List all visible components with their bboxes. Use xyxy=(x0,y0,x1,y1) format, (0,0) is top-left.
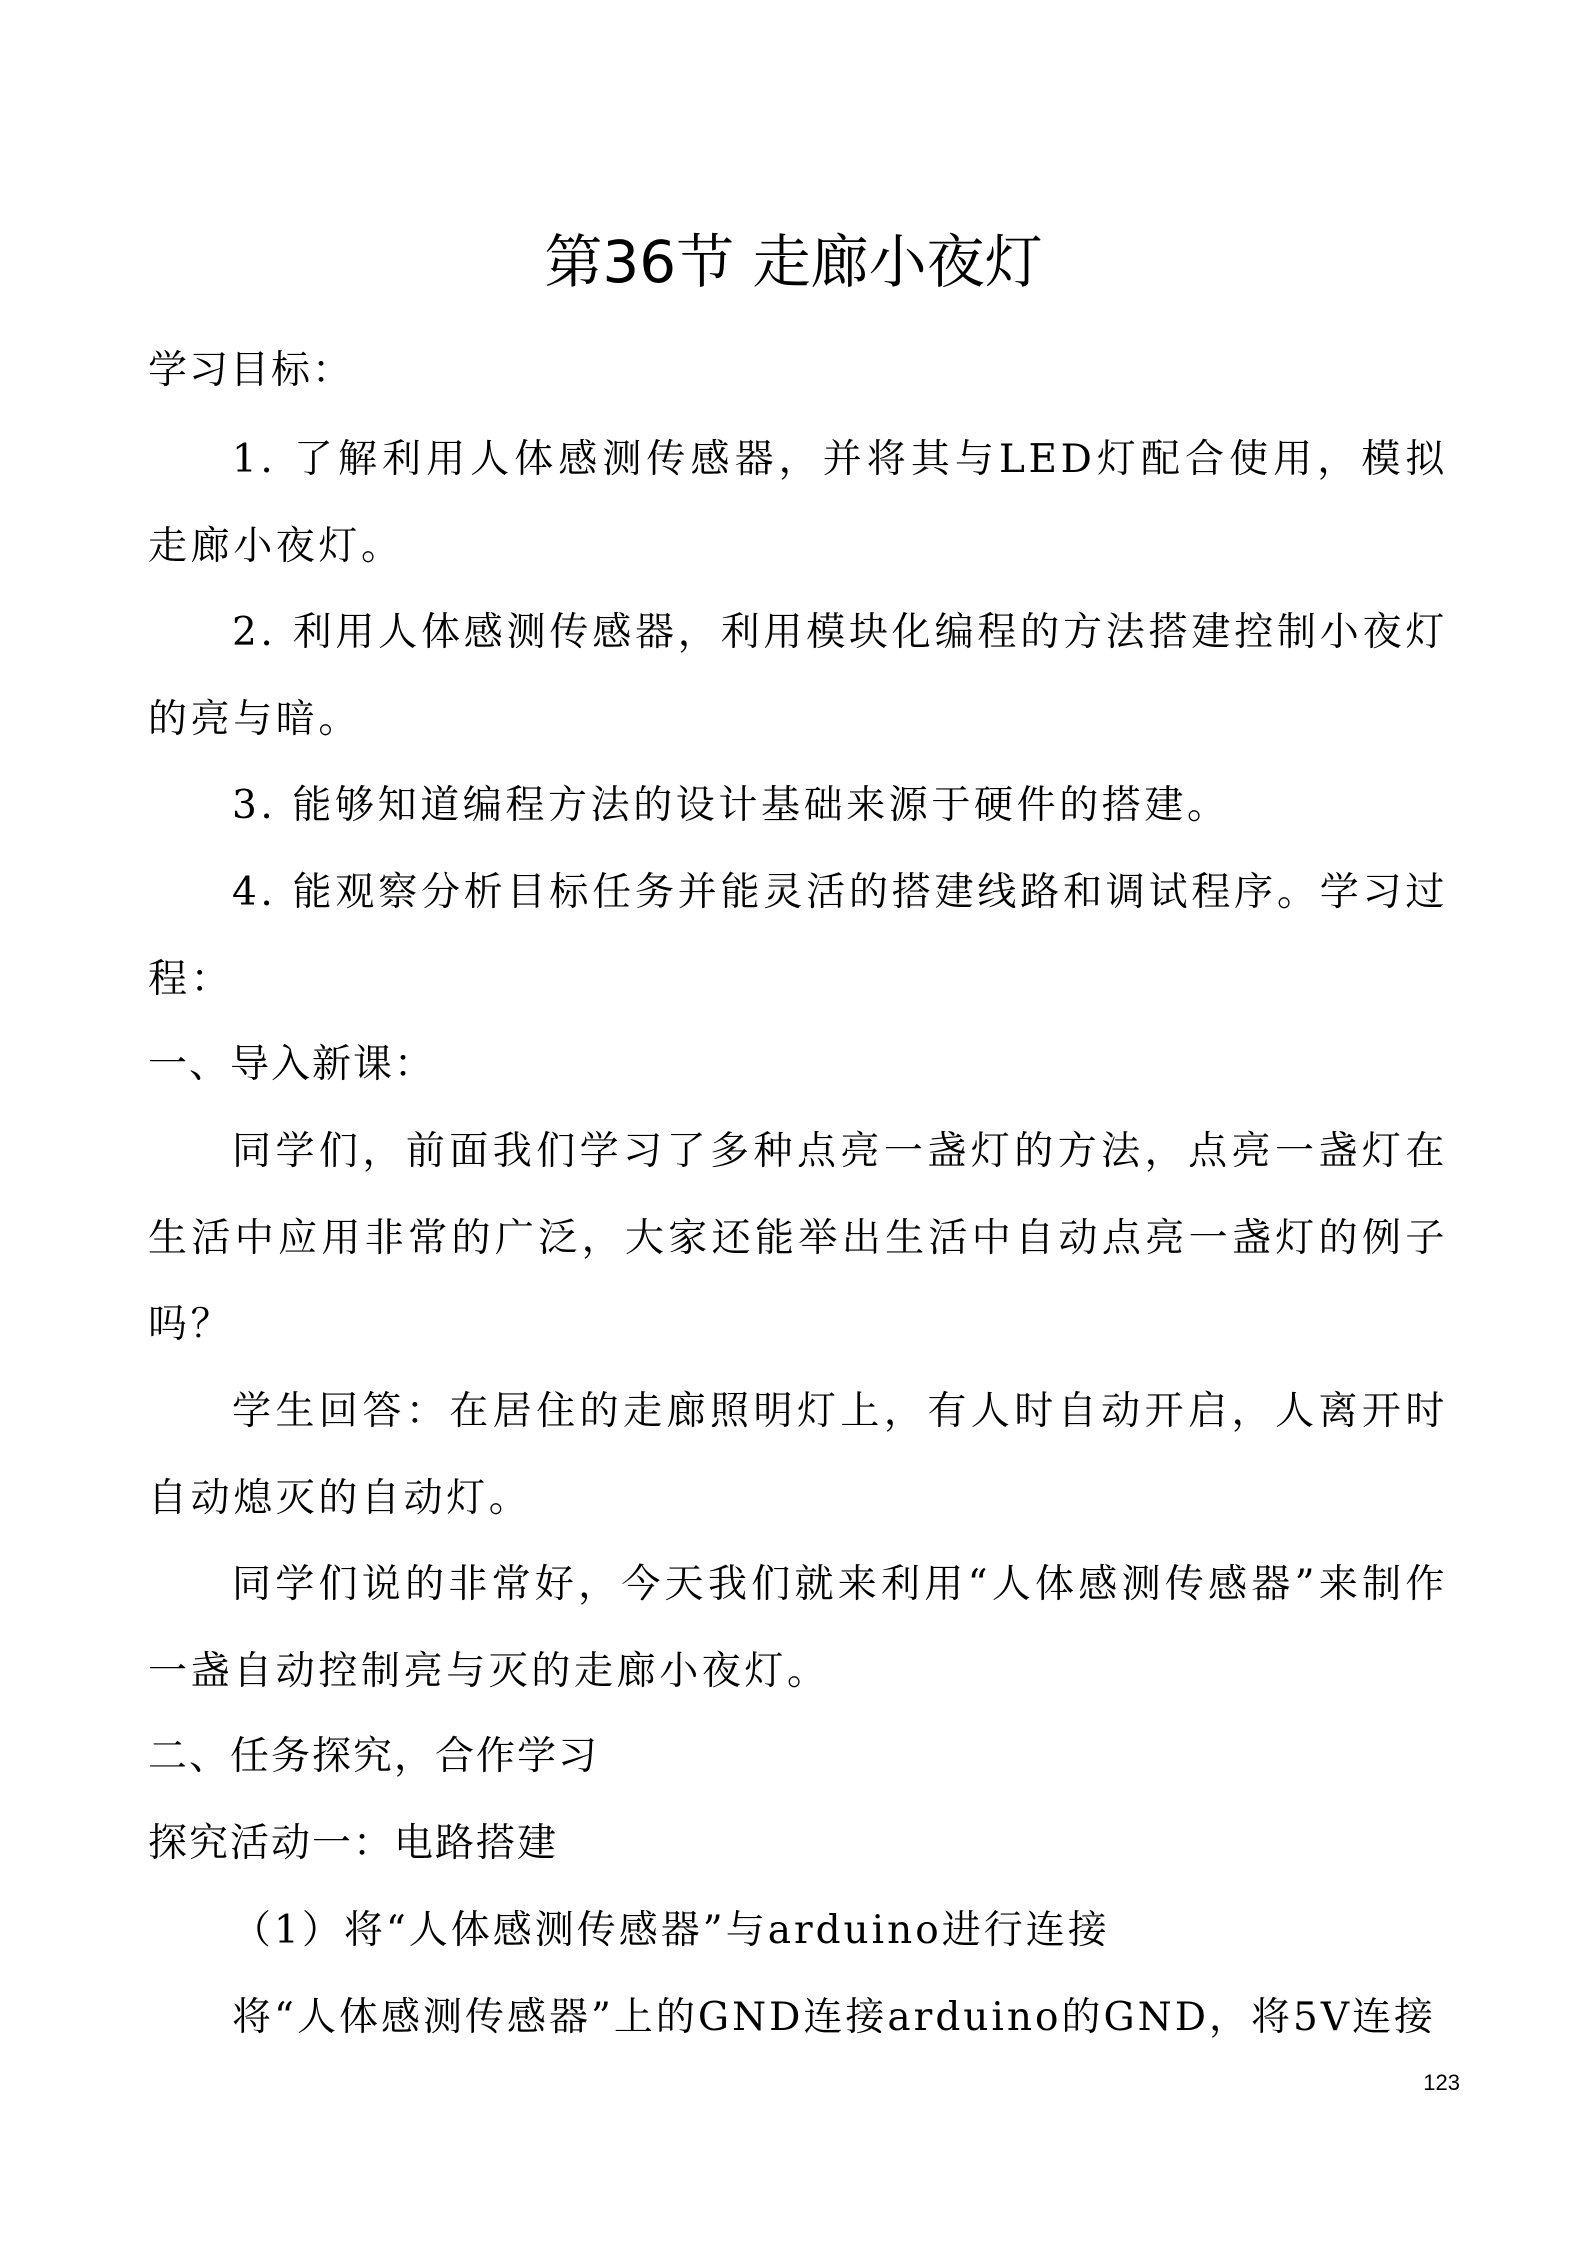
intro-heading: 一、导入新课： xyxy=(148,1042,436,1087)
step-1: （1）将“人体感测传感器”与arduino进行连接 xyxy=(232,1908,1110,1953)
activity-1-heading: 探究活动一：电路搭建 xyxy=(148,1821,559,1866)
objective-4: 4. 能观察分析目标任务并能灵活的搭建线路和调试程序。 xyxy=(232,870,1320,915)
page-title: 第36节 走廊小夜灯 xyxy=(544,228,1043,296)
objective-4-paragraph xyxy=(148,850,1448,1023)
intro-paragraph-1: 同学们，前面我们学习了多种点亮一盏灯的方法，点亮一盏灯在生活中应用非常的广泛，大家还能举出生活中自动点亮一盏灯的例子吗？ xyxy=(148,1129,1448,1347)
task-heading: 二、任务探究，合作学习 xyxy=(148,1734,600,1779)
intro-paragraph-3: 同学们说的非常好，今天我们就来利用“人体感测传感器”来制作一盏自动控制亮与灭的走廊小夜灯。 xyxy=(148,1562,1448,1694)
objective-2: 2. 利用人体感测传感器，利用模块化编程的方法搭建控制小夜灯的亮与暗。 xyxy=(148,610,1448,742)
step-1-detail: 将“人体感测传感器”上的GND连接arduino的GND，将5V连接 xyxy=(232,1995,1436,2040)
objective-3: 3. 能够知道编程方法的设计基础来源于硬件的搭建。 xyxy=(232,783,1230,828)
objectives-heading: 学习目标： xyxy=(148,348,354,393)
intro-paragraph-2: 学生回答：在居住的走廊照明灯上，有人时自动开启，人离开时自动熄灭的自动灯。 xyxy=(148,1389,1448,1521)
objective-1: 1. 了解利用人体感测传感器，并将其与LED灯配合使用，模拟走廊小夜灯。 xyxy=(148,437,1448,569)
page-number: 123 xyxy=(1423,2070,1460,2095)
process-heading: 学习过程： xyxy=(148,870,1448,1002)
